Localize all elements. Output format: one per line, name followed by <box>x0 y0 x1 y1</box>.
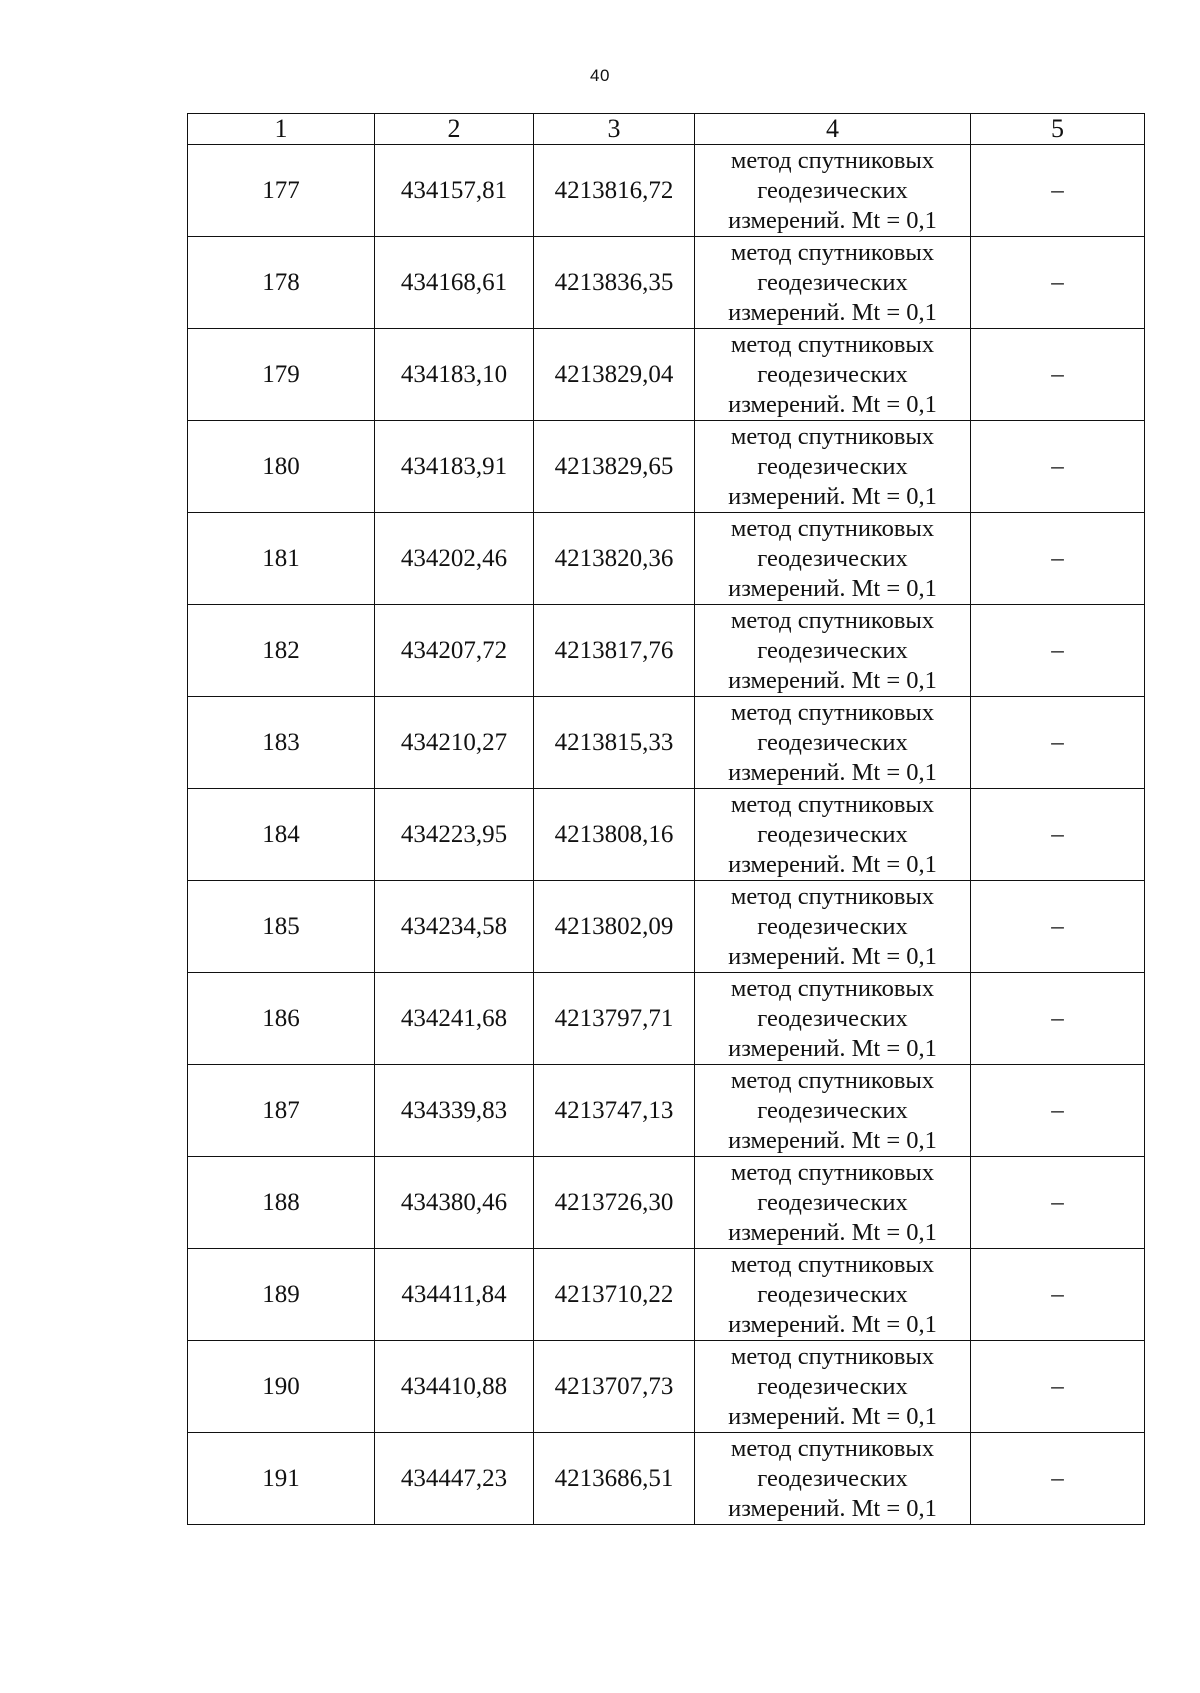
table-row <box>188 1157 1145 1249</box>
note-cell: – <box>971 881 1145 973</box>
method-cell <box>695 1341 971 1433</box>
header-col-5: 5 <box>971 114 1145 145</box>
note-cell: – <box>971 1065 1145 1157</box>
table-row <box>188 789 1145 881</box>
table-row <box>188 329 1145 421</box>
method-text-line: измерений. Mt = 0,1 <box>728 942 937 970</box>
method-cell <box>695 789 971 881</box>
x-coordinate-cell: 434168,61 <box>375 237 534 329</box>
point-number-cell: 181 <box>188 513 375 605</box>
method-text-line: измерений. Mt = 0,1 <box>728 206 937 234</box>
note-cell: – <box>971 145 1145 237</box>
point-number-cell: 189 <box>188 1249 375 1341</box>
method-text-line: метод спутниковых <box>730 422 935 450</box>
method-text-line: метод спутниковых <box>730 882 935 910</box>
y-coordinate-cell: 4213707,73 <box>534 1341 695 1433</box>
x-coordinate-cell: 434210,27 <box>375 697 534 789</box>
method-text-line: геодезических <box>757 1096 908 1124</box>
method-cell <box>695 1249 971 1341</box>
point-number-cell: 184 <box>188 789 375 881</box>
method-text-line: геодезических <box>757 636 908 664</box>
table-row <box>188 973 1145 1065</box>
x-coordinate-cell: 434380,46 <box>375 1157 534 1249</box>
method-text-line: метод спутниковых <box>730 1434 935 1462</box>
note-cell: – <box>971 329 1145 421</box>
x-coordinate-cell: 434410,88 <box>375 1341 534 1433</box>
x-coordinate-cell: 434234,58 <box>375 881 534 973</box>
method-text-line: геодезических <box>757 452 908 480</box>
method-cell <box>695 605 971 697</box>
method-text-line: метод спутниковых <box>730 698 935 726</box>
method-text-line: геодезических <box>757 1188 908 1216</box>
x-coordinate-cell: 434207,72 <box>375 605 534 697</box>
table-row <box>188 421 1145 513</box>
point-number-cell: 177 <box>188 145 375 237</box>
point-number-cell: 186 <box>188 973 375 1065</box>
method-text-line: геодезических <box>757 268 908 296</box>
page-number: 40 <box>590 66 610 85</box>
method-text-line: метод спутниковых <box>730 1066 935 1094</box>
table-row <box>188 1433 1145 1525</box>
method-cell <box>695 329 971 421</box>
method-text-line: измерений. Mt = 0,1 <box>728 1126 937 1154</box>
method-text-line: метод спутниковых <box>730 238 935 266</box>
point-number-cell: 190 <box>188 1341 375 1433</box>
table-header <box>188 114 1145 145</box>
method-cell <box>695 421 971 513</box>
y-coordinate-cell: 4213829,04 <box>534 329 695 421</box>
method-text-line: метод спутниковых <box>730 974 935 1002</box>
method-text-line: геодезических <box>757 728 908 756</box>
method-text-line: геодезических <box>757 1280 908 1308</box>
point-number-cell: 180 <box>188 421 375 513</box>
x-coordinate-cell: 434447,23 <box>375 1433 534 1525</box>
y-coordinate-cell: 4213817,76 <box>534 605 695 697</box>
y-coordinate-cell: 4213797,71 <box>534 973 695 1065</box>
coordinates-table <box>187 113 1145 1525</box>
y-coordinate-cell: 4213802,09 <box>534 881 695 973</box>
method-text-line: геодезических <box>757 360 908 388</box>
x-coordinate-cell: 434223,95 <box>375 789 534 881</box>
method-text-line: измерений. Mt = 0,1 <box>728 482 937 510</box>
method-cell <box>695 973 971 1065</box>
note-cell: – <box>971 1433 1145 1525</box>
method-text-line: измерений. Mt = 0,1 <box>728 758 937 786</box>
method-text-line: геодезических <box>757 176 908 204</box>
header-col-2: 2 <box>375 114 534 145</box>
note-cell: – <box>971 513 1145 605</box>
method-text-line: геодезических <box>757 820 908 848</box>
method-text-line: измерений. Mt = 0,1 <box>728 574 937 602</box>
note-cell: – <box>971 789 1145 881</box>
method-text-line: измерений. Mt = 0,1 <box>728 1218 937 1246</box>
method-text-line: метод спутниковых <box>730 514 935 542</box>
method-cell <box>695 697 971 789</box>
note-cell: – <box>971 421 1145 513</box>
table-row <box>188 605 1145 697</box>
method-cell <box>695 1433 971 1525</box>
method-text-line: метод спутниковых <box>730 1342 935 1370</box>
y-coordinate-cell: 4213808,16 <box>534 789 695 881</box>
method-text-line: измерений. Mt = 0,1 <box>728 666 937 694</box>
method-text-line: геодезических <box>757 544 908 572</box>
y-coordinate-cell: 4213726,30 <box>534 1157 695 1249</box>
point-number-cell: 183 <box>188 697 375 789</box>
note-cell: – <box>971 1341 1145 1433</box>
method-text-line: измерений. Mt = 0,1 <box>728 1034 937 1062</box>
point-number-cell: 182 <box>188 605 375 697</box>
method-text-line: метод спутниковых <box>730 790 935 818</box>
x-coordinate-cell: 434157,81 <box>375 145 534 237</box>
point-number-cell: 187 <box>188 1065 375 1157</box>
x-coordinate-cell: 434241,68 <box>375 973 534 1065</box>
point-number-cell: 179 <box>188 329 375 421</box>
method-text-line: измерений. Mt = 0,1 <box>728 1310 937 1338</box>
table-row <box>188 145 1145 237</box>
y-coordinate-cell: 4213816,72 <box>534 145 695 237</box>
header-col-1: 1 <box>188 114 375 145</box>
x-coordinate-cell: 434339,83 <box>375 1065 534 1157</box>
method-text-line: метод спутниковых <box>730 606 935 634</box>
table-row <box>188 237 1145 329</box>
method-text-line: геодезических <box>757 1372 908 1400</box>
method-cell <box>695 237 971 329</box>
method-text-line: измерений. Mt = 0,1 <box>728 390 937 418</box>
method-text-line: измерений. Mt = 0,1 <box>728 850 937 878</box>
method-cell <box>695 1065 971 1157</box>
header-col-3: 3 <box>534 114 695 145</box>
method-cell <box>695 145 971 237</box>
header-col-4: 4 <box>695 114 971 145</box>
method-text-line: измерений. Mt = 0,1 <box>728 1402 937 1430</box>
method-text-line: метод спутниковых <box>730 1158 935 1186</box>
method-text-line: метод спутниковых <box>730 330 935 358</box>
point-number-cell: 185 <box>188 881 375 973</box>
table-row <box>188 1065 1145 1157</box>
method-cell <box>695 881 971 973</box>
table-row <box>188 1341 1145 1433</box>
method-cell <box>695 513 971 605</box>
method-text-line: геодезических <box>757 912 908 940</box>
note-cell: – <box>971 1249 1145 1341</box>
method-text-line: измерений. Mt = 0,1 <box>728 298 937 326</box>
x-coordinate-cell: 434183,10 <box>375 329 534 421</box>
method-text-line: геодезических <box>757 1464 908 1492</box>
y-coordinate-cell: 4213829,65 <box>534 421 695 513</box>
y-coordinate-cell: 4213820,36 <box>534 513 695 605</box>
note-cell: – <box>971 973 1145 1065</box>
note-cell: – <box>971 1157 1145 1249</box>
note-cell: – <box>971 237 1145 329</box>
table-row <box>188 513 1145 605</box>
method-cell <box>695 1157 971 1249</box>
method-text-line: метод спутниковых <box>730 146 935 174</box>
y-coordinate-cell: 4213710,22 <box>534 1249 695 1341</box>
table-body <box>188 145 1145 1525</box>
table-row <box>188 697 1145 789</box>
note-cell: – <box>971 605 1145 697</box>
point-number-cell: 191 <box>188 1433 375 1525</box>
table-row <box>188 881 1145 973</box>
y-coordinate-cell: 4213686,51 <box>534 1433 695 1525</box>
x-coordinate-cell: 434183,91 <box>375 421 534 513</box>
x-coordinate-cell: 434411,84 <box>375 1249 534 1341</box>
point-number-cell: 178 <box>188 237 375 329</box>
method-text-line: метод спутниковых <box>730 1250 935 1278</box>
method-text-line: измерений. Mt = 0,1 <box>728 1494 937 1522</box>
x-coordinate-cell: 434202,46 <box>375 513 534 605</box>
point-number-cell: 188 <box>188 1157 375 1249</box>
note-cell: – <box>971 697 1145 789</box>
table-row <box>188 1249 1145 1341</box>
method-text-line: геодезических <box>757 1004 908 1032</box>
y-coordinate-cell: 4213836,35 <box>534 237 695 329</box>
y-coordinate-cell: 4213815,33 <box>534 697 695 789</box>
header-row <box>188 114 1145 145</box>
y-coordinate-cell: 4213747,13 <box>534 1065 695 1157</box>
